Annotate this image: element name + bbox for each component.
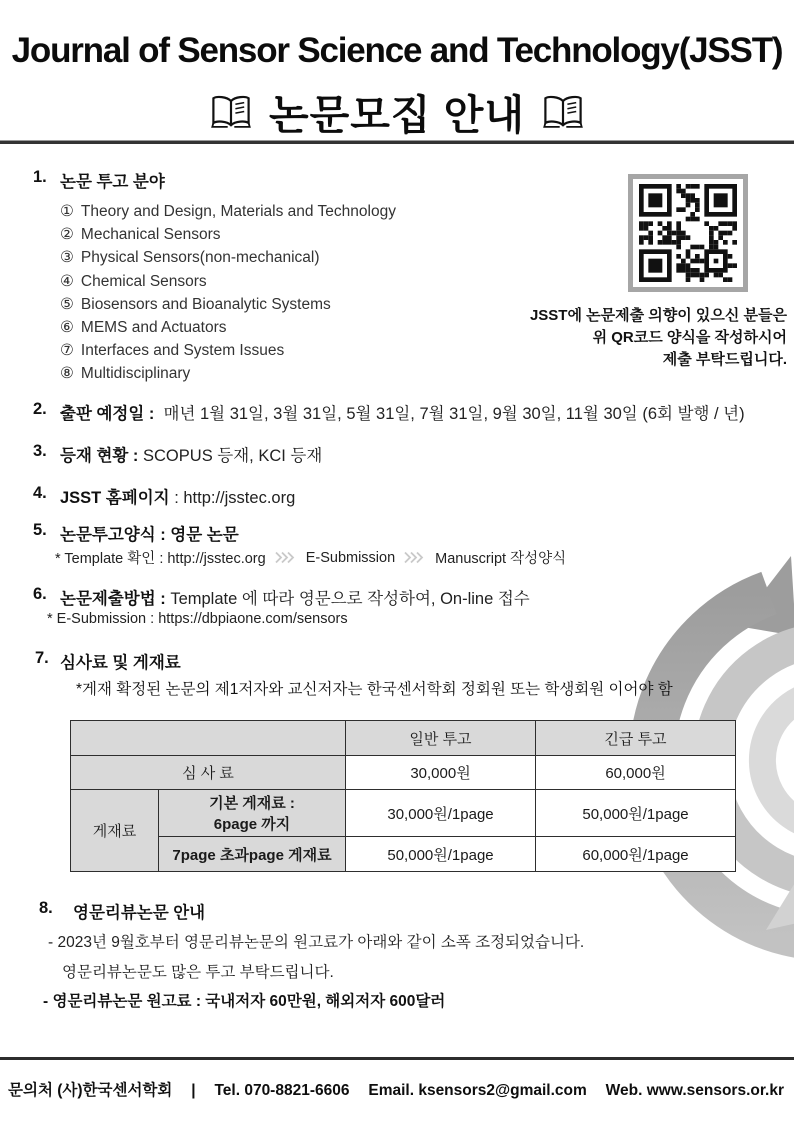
footer	[8, 1078, 784, 1100]
fee-table-corner-cell	[71, 721, 346, 756]
open-book-icon	[209, 94, 253, 130]
qr-caption-line: JSST에 논문제출 의향이 있으신 분들은	[529, 307, 787, 324]
list-item	[60, 223, 396, 246]
footer-contact: 문의처 (사)한국센서학회	[8, 1082, 173, 1099]
publication-fee-group-label: 게재료	[71, 790, 159, 872]
step-manuscript: Manuscript 작성양식	[435, 551, 567, 567]
review-paper-note-line2: 영문리뷰논문도 많은 투고 부탁드립니다.	[62, 964, 334, 981]
section6-heading	[60, 585, 530, 609]
header-divider	[0, 140, 794, 144]
step-e-submission: E-Submission	[305, 549, 396, 566]
section5-number: 5.	[33, 521, 47, 539]
list-item	[60, 316, 396, 339]
homepage-url[interactable]: : http://jsstec.org	[174, 489, 296, 507]
review-paper-fee-line: - 영문리뷰논문 원고료 : 국내저자 60만원, 해외저자 600달러	[43, 993, 446, 1010]
section6-label: 논문제출방법 :	[60, 590, 166, 608]
template-check-url[interactable]: * Template 확인 : http://jsstec.org	[55, 551, 266, 567]
subtitle-row	[0, 82, 794, 141]
basic-fee-label-line1: 기본 게재료 :	[209, 795, 295, 812]
section2-value: 매년 1월 31일, 3월 31일, 5월 31일, 7월 31일, 9월 30일, 11월 30일 (6회 발행 / 년)	[163, 405, 745, 423]
section1-number: 1.	[33, 168, 47, 186]
list-item	[60, 200, 396, 223]
section2-number: 2.	[33, 400, 47, 418]
item-text: MEMS and Actuators	[80, 319, 227, 337]
e-submission-url-text: * E-Submission : https://dbpiaone.com/sensors	[47, 611, 348, 627]
qr-caption	[457, 305, 787, 371]
item-text: Mechanical Sensors	[80, 226, 221, 244]
item-marker: ④	[60, 272, 74, 290]
item-marker: ②	[60, 226, 74, 244]
review-fee-label: 심 사 료	[71, 756, 346, 790]
section8-number: 8.	[39, 899, 53, 917]
section6-number: 6.	[33, 585, 47, 603]
chevron-right-icon	[274, 551, 298, 564]
section2-label: 출판 예정일 :	[60, 405, 155, 423]
item-marker: ⑧	[60, 365, 74, 383]
item-text: Physical Sensors(non-mechanical)	[80, 249, 320, 267]
template-path-line	[55, 547, 566, 568]
open-book-icon	[541, 94, 585, 130]
basic-publication-fee-row	[71, 790, 736, 837]
basic-fee-urgent: 50,000원/1page	[536, 790, 736, 837]
item-text: Biosensors and Bioanalytic Systems	[80, 295, 331, 313]
extra-fee-normal: 50,000원/1page	[346, 837, 536, 872]
list-item	[60, 270, 396, 293]
footer-email[interactable]: Email. ksensors2@gmail.com	[368, 1082, 587, 1099]
extra-fee-label: 7page 초과page 게재료	[159, 837, 346, 872]
item-text: Chemical Sensors	[80, 272, 207, 290]
item-marker: ⑥	[60, 319, 74, 337]
extra-fee-urgent: 60,000원/1page	[536, 837, 736, 872]
fee-table	[70, 720, 736, 872]
review-paper-note-line1: - 2023년 9월호부터 영문리뷰논문의 원고료가 아래와 같이 소폭 조정되었습니다.	[48, 934, 585, 951]
item-marker: ⑦	[60, 342, 74, 360]
review-fee-row	[71, 756, 736, 790]
footer-tel: Tel. 070-8821-6606	[214, 1082, 350, 1099]
review-fee-normal: 30,000원	[346, 756, 536, 790]
footer-separator: |	[191, 1082, 196, 1099]
item-text: Theory and Design, Materials and Technology	[80, 203, 396, 220]
section4-number: 4.	[33, 484, 47, 502]
item-marker: ①	[60, 203, 74, 220]
list-item	[60, 246, 396, 269]
item-marker: ③	[60, 249, 74, 267]
section4-heading	[60, 484, 295, 508]
basic-fee-label-line2: 6page 까지	[213, 816, 291, 833]
qr-caption-line: 제출 부탁드립니다.	[662, 351, 787, 368]
footer-web[interactable]: Web. www.sensors.or.kr	[605, 1082, 784, 1099]
list-item	[60, 293, 396, 316]
section1-heading: 논문 투고 분야	[60, 173, 165, 191]
section7-heading: 심사료 및 게재료	[60, 654, 181, 672]
section8-heading: 영문리뷰논문 안내	[73, 904, 206, 922]
list-item	[60, 339, 396, 362]
qr-caption-line: 위 QR코드 양식을 작성하시어	[592, 329, 787, 346]
basic-fee-label	[159, 790, 346, 837]
section5-heading: 논문투고양식 : 영문 논문	[60, 526, 239, 544]
list-item	[60, 362, 396, 385]
page-subtitle: 논문모집 안내	[268, 92, 526, 138]
qr-code	[628, 174, 748, 292]
chevron-right-icon	[403, 551, 427, 564]
membership-note: *게재 확정된 논문의 제1저자와 교신저자는 한국센서학회 정회원 또는 학생회원 이어야 함	[76, 681, 673, 698]
extra-page-fee-row	[71, 837, 736, 872]
section3-number: 3.	[33, 442, 47, 460]
item-text: Interfaces and System Issues	[80, 342, 285, 360]
section3-value: SCOPUS 등재, KCI 등재	[143, 447, 323, 465]
section6-value: Template 에 따라 영문으로 작성하여, On-line 접수	[170, 590, 530, 608]
item-text: Multidisciplinary	[80, 365, 191, 383]
section3-heading	[60, 442, 322, 466]
topic-list	[60, 200, 396, 386]
footer-divider	[0, 1057, 794, 1060]
fee-table-header-row	[71, 721, 736, 756]
section7-number: 7.	[35, 649, 49, 667]
col-header-normal: 일반 투고	[346, 721, 536, 756]
e-submission-url[interactable]	[47, 611, 348, 627]
item-marker: ⑤	[60, 295, 74, 313]
section4-label: JSST 홈페이지	[60, 489, 170, 507]
section2-heading	[60, 400, 745, 424]
review-fee-urgent: 60,000원	[536, 756, 736, 790]
basic-fee-normal: 30,000원/1page	[346, 790, 536, 837]
page-title: Journal of Sensor Science and Technology(JSST)	[11, 31, 783, 70]
qr-pattern	[638, 184, 738, 282]
col-header-urgent: 긴급 투고	[536, 721, 736, 756]
section3-label: 등재 현황 :	[60, 447, 139, 465]
